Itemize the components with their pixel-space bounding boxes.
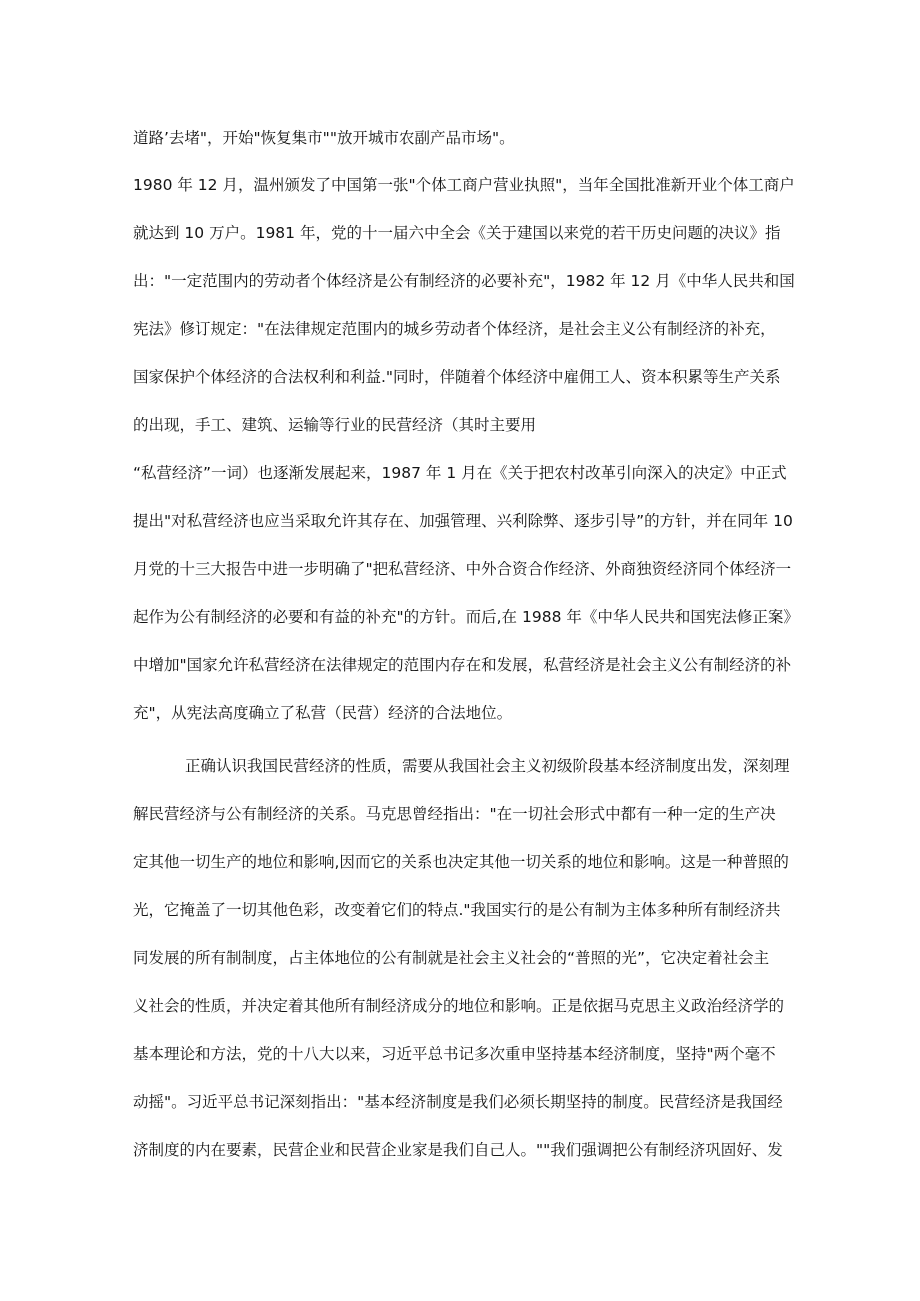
text-line: 充"，从宪法高度确立了私营（民营）经济的合法地位。 xyxy=(133,704,513,722)
text-line: 动摇"。习近平总书记深刻指出："基本经济制度是我们必须长期坚持的制度。民营经济是我国经 xyxy=(133,1093,783,1111)
text-line: 国家保护个体经济的合法权利和利益."同时，伴随着个体经济中雇佣工人、资本积累等生产关系 xyxy=(133,368,781,386)
text-line: 出："一定范围内的劳动者个体经济是公有制经济的必要补充"，1982 年 12 月《中华人民共和国 xyxy=(133,272,795,290)
text-line: 道路’去堵"，开始"恢复集市""放开城市农副产品市场"。 xyxy=(133,129,515,147)
text-line: 1980 年 12 月，温州颁发了中国第一张"个体工商户营业执照"，当年全国批准新开业个体工商户 xyxy=(133,176,795,194)
text-line: 起作为公有制经济的必要和有益的补充"的方针。而后,在 1988 年《中华人民共和国宪法修正案》 xyxy=(133,608,799,626)
text-line: 基本理论和方法，党的十八大以来，习近平总书记多次重申坚持基本经济制度，坚持"两个毫不 xyxy=(133,1045,776,1063)
text-line: 济制度的内在要素，民营企业和民营企业家是我们自己人。""我们强调把公有制经济巩固好、发 xyxy=(133,1141,783,1159)
text-line: 就达到 10 万户。1981 年，党的十一届六中全会《关于建国以来党的若干历史问题的决议》指 xyxy=(133,224,781,242)
text-line: 光，它掩盖了一切其他色彩，改变着它们的特点."我国实行的是公有制为主体多种所有制经济共 xyxy=(133,901,781,919)
text-line: 中增加"国家允许私营经济在法律规定的范围内存在和发展，私营经济是社会主义公有制经济的补 xyxy=(133,656,792,674)
text-line: 定其他一切生产的地位和影响,因而它的关系也决定其他一切关系的地位和影响。这是一种普照的 xyxy=(133,853,789,871)
text-line: 解民营经济与公有制经济的关系。马克思曾经指出："在一切社会形式中都有一种一定的生产决 xyxy=(133,805,776,823)
text-line: 的出现，手工、建筑、运输等行业的民营经济（其时主要用 xyxy=(133,416,537,434)
text-line: “私营经济”一词）也逐渐发展起来，1987 年 1 月在《关于把农村改革引向深入的决定》中正式 xyxy=(133,464,787,482)
text-line: 月党的十三大报告中进一步明确了"把私营经济、中外合资合作经济、外商独资经济同个体经济一 xyxy=(133,560,792,578)
text-line: 义社会的性质，并决定着其他所有制经济成分的地位和影响。正是依据马克思主义政治经济学的 xyxy=(133,997,785,1015)
text-line: 同发展的所有制制度，占主体地位的公有制就是社会主义社会的“普照的光”，它决定着社会主 xyxy=(133,949,770,967)
text-line: 宪法》修订规定："在法律规定范围内的城乡劳动者个体经济，是社会主义公有制经济的补充， xyxy=(133,320,776,338)
text-line: 提出"对私营经济也应当采取允许其存在、加强管理、兴利除弊、逐步引导”的方针，并在同年 10 xyxy=(133,512,793,530)
paragraph-first-line: 正确认识我国民营经济的性质，需要从我国社会主义初级阶段基本经济制度出发，深刻理 xyxy=(185,757,790,775)
